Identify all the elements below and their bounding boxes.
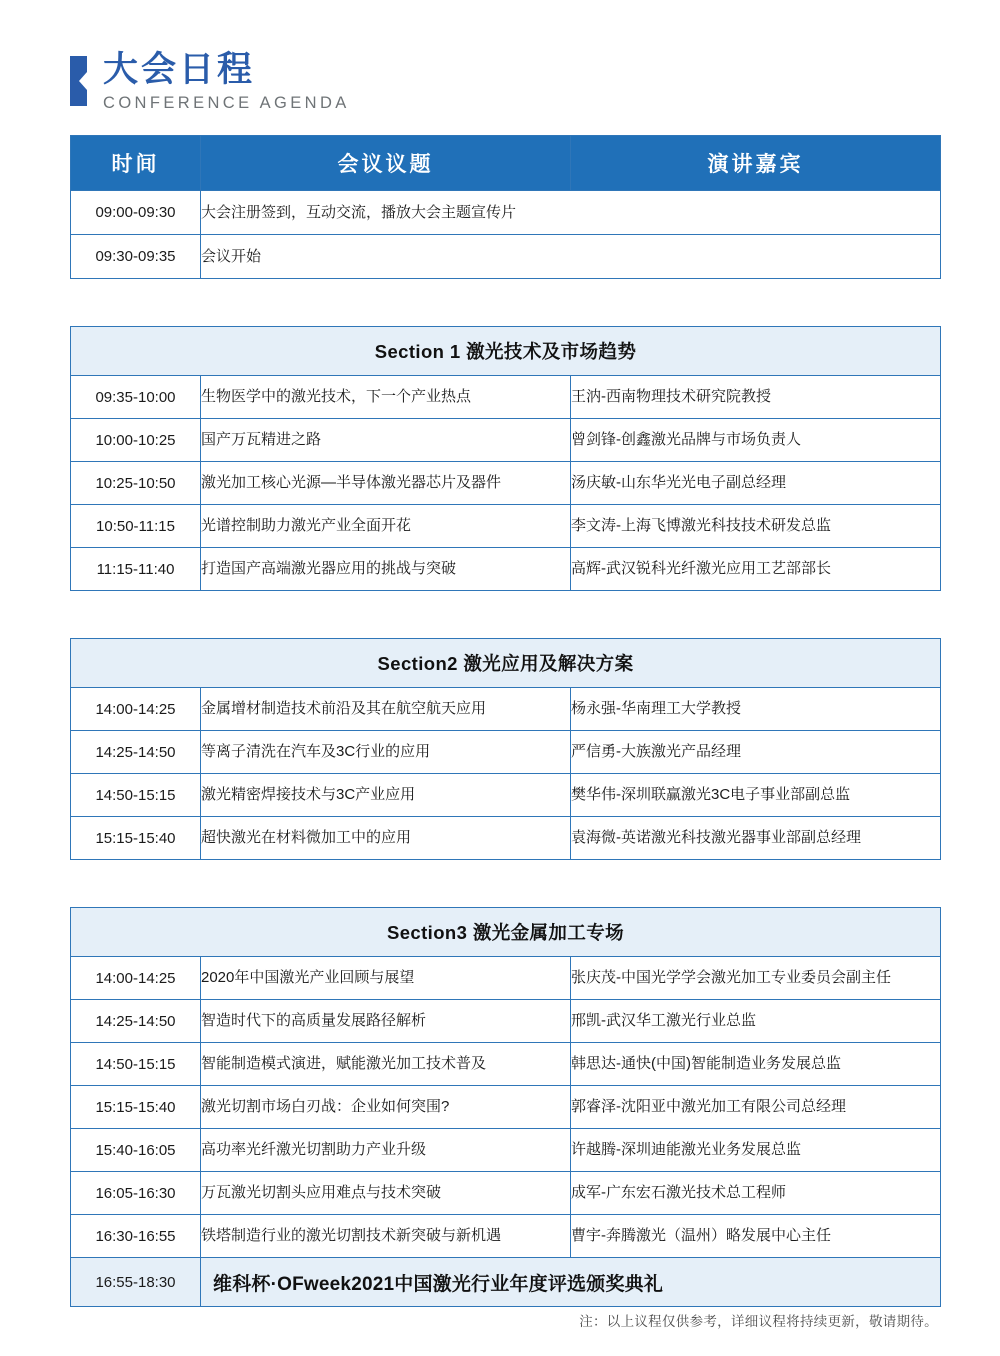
cell-guest: 韩思达-通快(中国)智能制造业务发展总监 [571,1043,941,1086]
column-header-time: 时间 [71,136,201,191]
cell-time: 14:25-14:50 [71,1000,201,1043]
cell-time: 10:50-11:15 [71,505,201,548]
section-heading-row [71,908,941,957]
cell-guest: 杨永强-华南理工大学教授 [571,688,941,731]
cell-topic: 金属增材制造技术前沿及其在航空航天应用 [201,688,571,731]
agenda-section-1-table [70,326,941,591]
footer-note: 注：以上议程仅供参考，详细议程将持续更新，敬请期待。 [579,1314,938,1329]
table-row [71,1000,941,1043]
cell-topic: 万瓦激光切割头应用难点与技术突破 [201,1172,571,1215]
table-row [71,817,941,860]
table-row [71,1129,941,1172]
cell-guest: 邢凯-武汉华工激光行业总监 [571,1000,941,1043]
cell-time: 16:55-18:30 [71,1258,201,1307]
table-row [71,505,941,548]
cell-time: 16:30-16:55 [71,1215,201,1258]
cell-time: 09:30-09:35 [71,235,201,279]
cell-time: 16:05-16:30 [71,1172,201,1215]
cell-guest: 严信勇-大族激光产品经理 [571,731,941,774]
cell-time: 14:50-15:15 [71,774,201,817]
cell-guest: 樊华伟-深圳联赢激光3C电子事业部副总监 [571,774,941,817]
cell-topic: 智能制造模式演进，赋能激光加工技术普及 [201,1043,571,1086]
cell-guest: 汤庆敏-山东华光光电子副总经理 [571,462,941,505]
cell-guest: 王汭-西南物理技术研究院教授 [571,376,941,419]
bookmark-flag-icon [70,56,87,106]
section-heading-row [71,327,941,376]
page-subtitle: CONFERENCE AGENDA [103,93,350,112]
cell-topic: 光谱控制助力激光产业全面开花 [201,505,571,548]
table-row [71,419,941,462]
cell-guest: 李文涛-上海飞博激光科技技术研发总监 [571,505,941,548]
table-header-row [71,136,941,191]
table-row [71,462,941,505]
table-row [71,548,941,591]
table-row [71,774,941,817]
cell-topic: 激光精密焊接技术与3C产业应用 [201,774,571,817]
cell-topic: 激光切割市场白刃战：企业如何突围? [201,1086,571,1129]
table-row [71,1086,941,1129]
page-header [0,0,1000,111]
page-title: 大会日程 [103,50,256,89]
section-heading-row [71,639,941,688]
section-heading: Section3 激光金属加工专场 [71,908,941,957]
cell-topic: 铁塔制造行业的激光切割技术新突破与新机遇 [201,1215,571,1258]
cell-guest: 成军-广东宏石激光技术总工程师 [571,1172,941,1215]
section-heading: Section2 激光应用及解决方案 [71,639,941,688]
cell-time: 14:25-14:50 [71,731,201,774]
cell-time: 11:15-11:40 [71,548,201,591]
cell-guest: 高辉-武汉锐科光纤激光应用工艺部部长 [571,548,941,591]
cell-time: 09:35-10:00 [71,376,201,419]
cell-topic: 高功率光纤激光切割助力产业升级 [201,1129,571,1172]
cell-guest: 张庆茂-中国光学学会激光加工专业委员会副主任 [571,957,941,1000]
cell-time: 15:15-15:40 [71,1086,201,1129]
cell-topic: 智造时代下的高质量发展路径解析 [201,1000,571,1043]
cell-time: 14:00-14:25 [71,688,201,731]
cell-guest: 曾剑锋-创鑫激光品牌与市场负责人 [571,419,941,462]
cell-guest: 曹宇-奔腾激光（温州）略发展中心主任 [571,1215,941,1258]
table-row [71,1215,941,1258]
cell-time: 14:00-14:25 [71,957,201,1000]
cell-time: 10:00-10:25 [71,419,201,462]
table-row [71,731,941,774]
table-row [71,376,941,419]
column-header-guest: 演讲嘉宾 [571,136,941,191]
cell-topic: 生物医学中的激光技术，下一个产业热点 [201,376,571,419]
section-heading: Section 1 激光技术及市场趋势 [71,327,941,376]
agenda-section-3-table [70,907,941,1307]
column-header-topic: 会议议题 [201,136,571,191]
table-row [71,191,941,235]
award-ceremony-title: 维科杯·OFweek2021中国激光行业年度评选颁奖典礼 [201,1258,941,1307]
cell-topic: 打造国产高端激光器应用的挑战与突破 [201,548,571,591]
brand-text [103,52,350,111]
cell-topic: 激光加工核心光源—半导体激光器芯片及器件 [201,462,571,505]
cell-topic: 会议开始 [201,235,941,279]
table-row [71,1172,941,1215]
cell-topic: 超快激光在材料微加工中的应用 [201,817,571,860]
table-row [71,688,941,731]
cell-time: 15:15-15:40 [71,817,201,860]
cell-time: 09:00-09:30 [71,191,201,235]
award-ceremony-row [71,1258,941,1307]
agenda-section-2-table [70,638,941,860]
cell-time: 15:40-16:05 [71,1129,201,1172]
table-row [71,957,941,1000]
agenda-intro-table [70,135,941,279]
cell-guest: 许越腾-深圳迪能激光业务发展总监 [571,1129,941,1172]
cell-topic: 2020年中国激光产业回顾与展望 [201,957,571,1000]
table-row [71,1043,941,1086]
cell-topic: 大会注册签到，互动交流，播放大会主题宣传片 [201,191,941,235]
cell-guest: 袁海微-英诺激光科技激光器事业部副总经理 [571,817,941,860]
table-row [71,235,941,279]
cell-time: 14:50-15:15 [71,1043,201,1086]
cell-time: 10:25-10:50 [71,462,201,505]
cell-topic: 等离子清洗在汽车及3C行业的应用 [201,731,571,774]
cell-guest: 郭睿泽-沈阳亚中激光加工有限公司总经理 [571,1086,941,1129]
cell-topic: 国产万瓦精进之路 [201,419,571,462]
